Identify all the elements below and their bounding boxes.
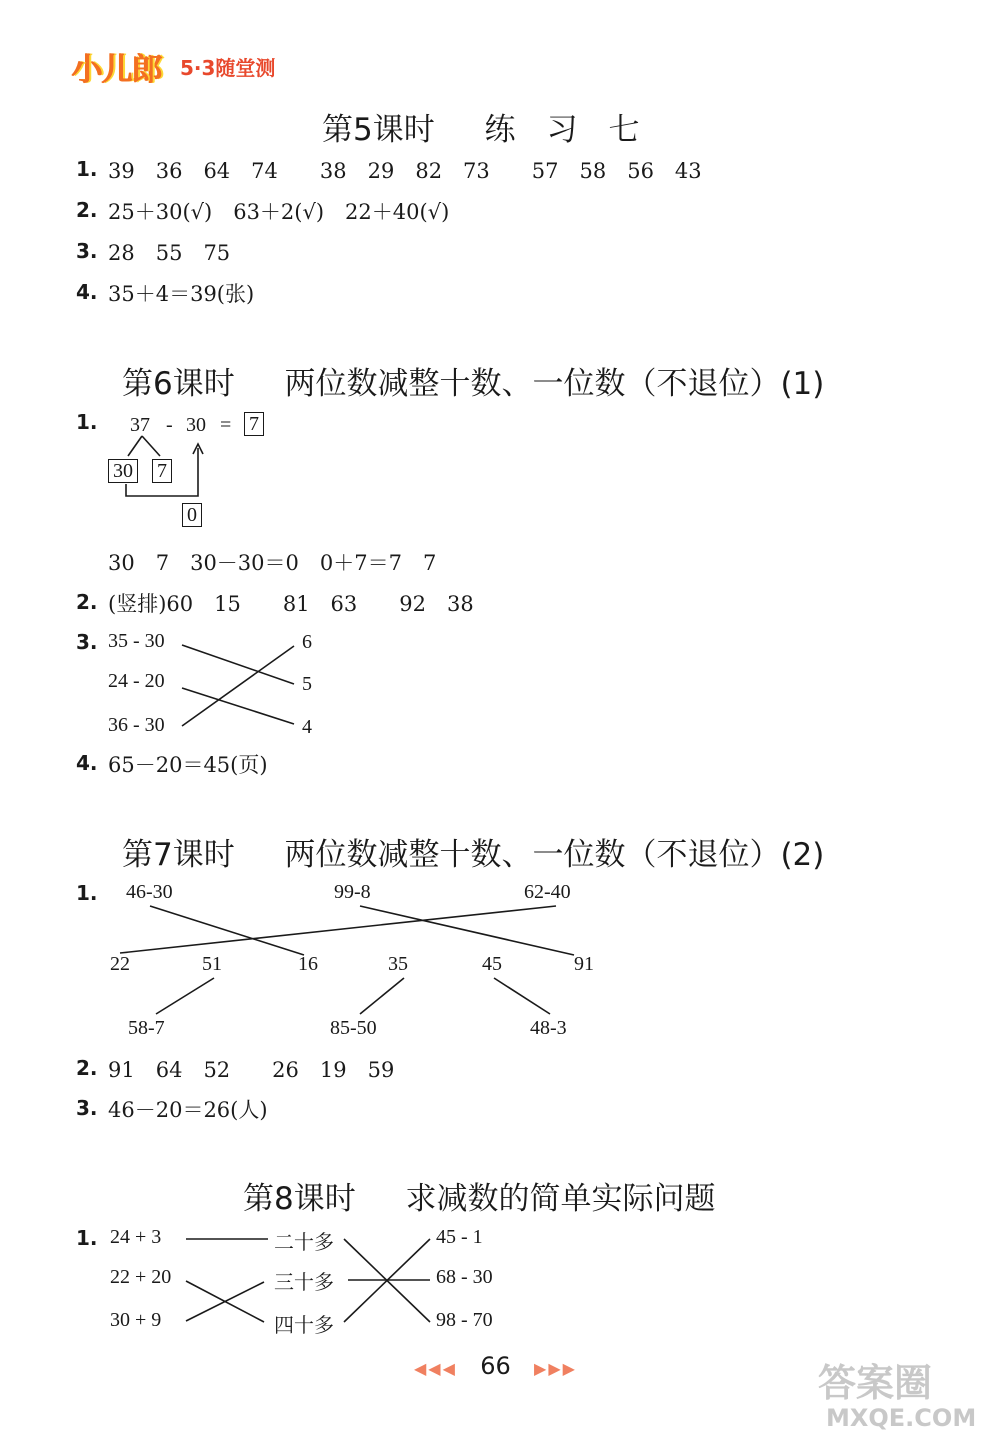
- s6-q1-result-box: 7: [244, 412, 264, 436]
- s6-q3-left-2: 24 - 20: [108, 670, 165, 692]
- s8-q1-right-2: 68 - 30: [436, 1266, 493, 1288]
- s6-match-1: [182, 645, 294, 684]
- s8-q1-left-2: 22 + 20: [110, 1266, 172, 1288]
- s6-q1-expr-eq: =: [220, 414, 232, 436]
- section-7-topic: 两位数减整十数、一位数（不退位）(2): [284, 837, 825, 873]
- s7-match-48-3: [494, 978, 550, 1014]
- s6-q2-answer: (竖排)60 15 81 63 92 38: [108, 592, 474, 616]
- s7-match-99-8: [360, 906, 574, 955]
- s7-q1-bottom-2: 85-50: [330, 1017, 377, 1039]
- page-footer: [414, 1352, 577, 1380]
- s7-q1-mid-2: 51: [202, 953, 222, 975]
- s7-match-58-7: [156, 978, 214, 1014]
- section-8-topic: 求减数的简单实际问题: [405, 1181, 716, 1217]
- s6-q1-number: 1.: [76, 410, 98, 434]
- s6-match-2: [182, 688, 294, 724]
- left-arrows-icon: ◀◀◀: [414, 1359, 457, 1378]
- brand-name: 小儿郎: [72, 52, 162, 88]
- s6-q1-ones-box: 7: [152, 459, 172, 483]
- s5-q2-answer: 25＋30(√) 63＋2(√) 22＋40(√): [108, 200, 450, 224]
- s7-q2-number: 2.: [76, 1056, 98, 1080]
- s8-q1-mid-1: 二十多: [274, 1232, 334, 1254]
- s7-q1-top-3: 62-40: [524, 881, 571, 903]
- s8-q1-right-3: 98 - 70: [436, 1309, 493, 1331]
- section-6-lesson: 第6课时: [122, 366, 235, 402]
- s5-q4-number: 4.: [76, 280, 98, 304]
- s6-q1-answer: 30 7 30－30＝0 0＋7＝7 7: [108, 551, 437, 575]
- watermark-main: 答案圈: [818, 1361, 933, 1405]
- s6-q1-expr-b: 30: [186, 414, 206, 436]
- s7-match-85-50: [360, 978, 404, 1014]
- s8-q1-right-1: 45 - 1: [436, 1226, 483, 1248]
- s6-q1-expr-a: 37: [130, 414, 150, 436]
- brand-series: 5·3随堂测: [180, 56, 276, 80]
- s6-q3-right-1: 6: [302, 631, 312, 653]
- s6-q1-tens-box: 30: [108, 459, 138, 483]
- s6-q1-zero-box: 0: [182, 503, 202, 527]
- s7-q1-bottom-3: 48-3: [530, 1017, 567, 1039]
- page-number: 66: [480, 1352, 511, 1380]
- s6-q3-right-2: 5: [302, 673, 312, 695]
- s7-match-62-40: [120, 906, 556, 953]
- s6-match-3: [182, 646, 294, 726]
- s8-q1-left-3: 30 + 9: [110, 1309, 162, 1331]
- section-6-topic: 两位数减整十数、一位数（不退位）(1): [284, 366, 825, 402]
- s5-q1-number: 1.: [76, 157, 98, 181]
- watermark-url: MXQE.COM: [826, 1404, 977, 1432]
- s5-q1-answer: 39 36 64 74 38 29 82 73 57 58 56 43: [108, 159, 702, 183]
- s5-q2-number: 2.: [76, 198, 98, 222]
- section-7-lesson: 第7课时: [122, 837, 235, 873]
- s8-q1-number: 1.: [76, 1226, 98, 1250]
- s8-q1-mid-3: 四十多: [274, 1315, 334, 1337]
- s7-q1-mid-5: 45: [482, 953, 502, 975]
- s6-split-line-right: [142, 436, 160, 456]
- s7-q1-mid-3: 16: [298, 953, 318, 975]
- s6-q1-expr-op: -: [166, 414, 173, 436]
- section-5-lesson: 第5课时: [322, 112, 435, 148]
- s7-q3-number: 3.: [76, 1096, 98, 1120]
- s8-q1-left-1: 24 + 3: [110, 1226, 162, 1248]
- s5-q4-answer: 35＋4＝39(张): [108, 282, 255, 306]
- s6-split-line-left: [128, 436, 142, 456]
- section-8-lesson: 第8课时: [243, 1181, 356, 1217]
- s6-q4-number: 4.: [76, 751, 98, 775]
- s6-q2-number: 2.: [76, 590, 98, 614]
- s7-q1-top-1: 46-30: [126, 881, 173, 903]
- s7-q1-number: 1.: [76, 881, 98, 905]
- section-5-topic: 练 习 七: [484, 112, 640, 148]
- s7-q1-mid-6: 91: [574, 953, 594, 975]
- s6-q3-number: 3.: [76, 630, 98, 654]
- s5-q3-answer: 28 55 75: [108, 241, 231, 265]
- right-arrows-icon: ▶▶▶: [534, 1359, 577, 1378]
- s8-q1-mid-2: 三十多: [274, 1272, 334, 1294]
- s6-q3-left-3: 36 - 30: [108, 714, 165, 736]
- s6-q3-left-1: 35 - 30: [108, 630, 165, 652]
- s6-bracket-line: [126, 448, 198, 496]
- s6-q3-right-3: 4: [302, 716, 312, 738]
- s7-q3-answer: 46－20＝26(人): [108, 1098, 268, 1122]
- s7-q2-answer: 91 64 52 26 19 59: [108, 1058, 395, 1082]
- s7-q1-bottom-1: 58-7: [128, 1017, 165, 1039]
- s7-q1-mid-1: 22: [110, 953, 130, 975]
- s7-q1-top-2: 99-8: [334, 881, 371, 903]
- s5-q3-number: 3.: [76, 239, 98, 263]
- s6-q4-answer: 65－20＝45(页): [108, 753, 268, 777]
- s7-q1-mid-4: 35: [388, 953, 408, 975]
